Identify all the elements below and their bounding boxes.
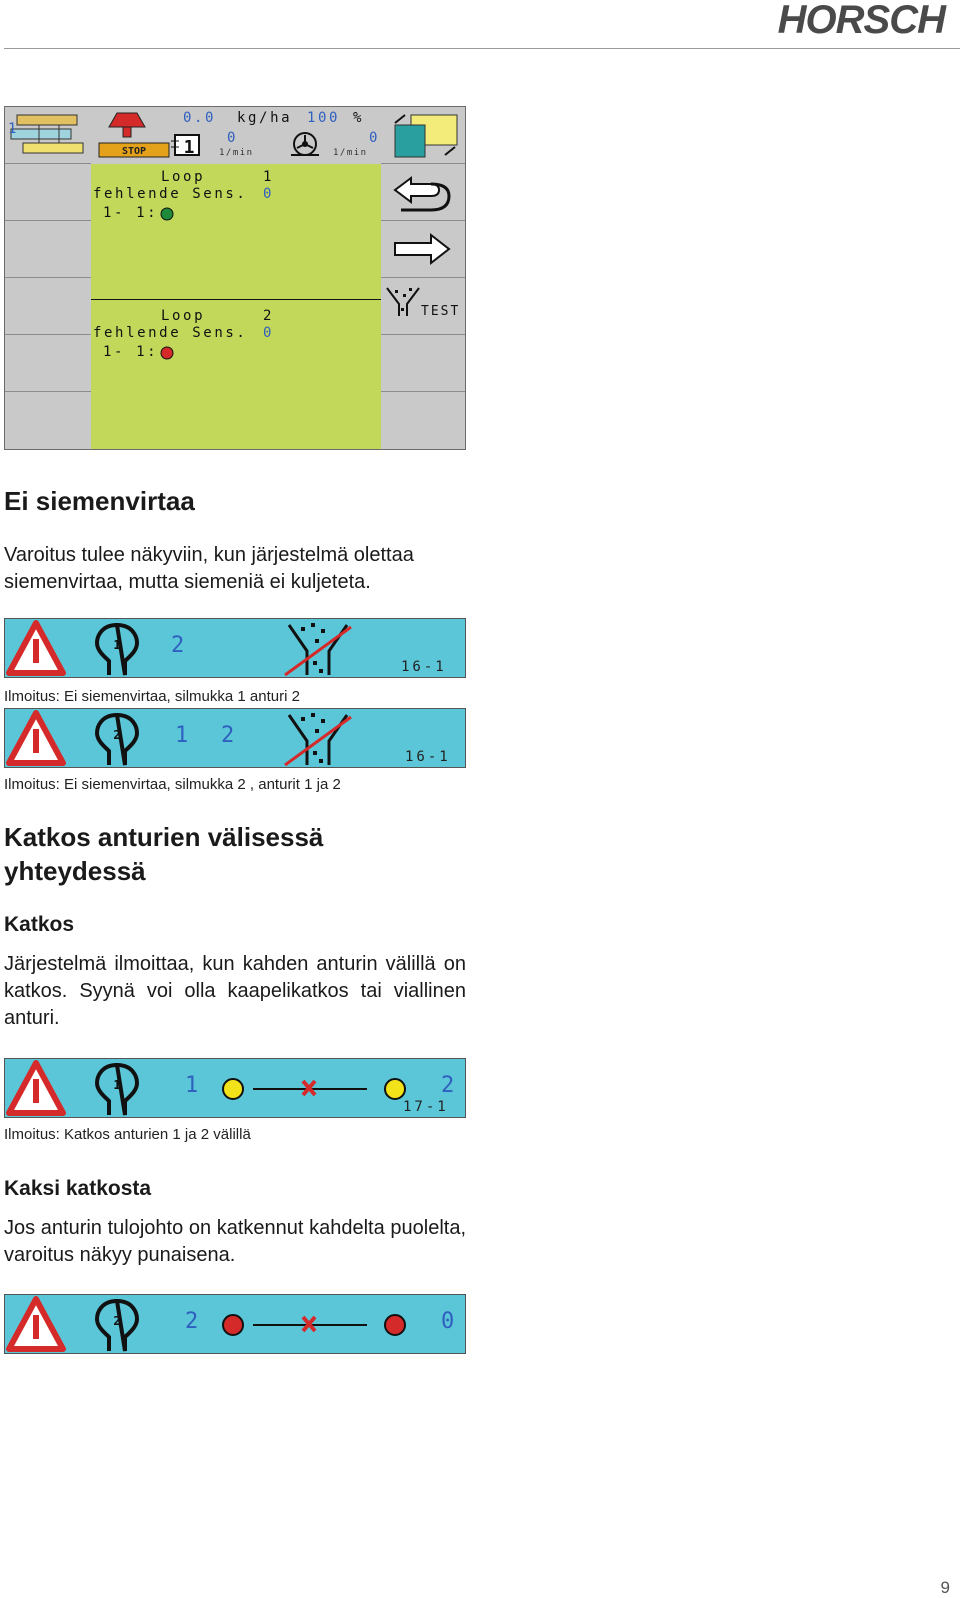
section-control-icon (9, 111, 87, 159)
speed-value-2: 0 (369, 130, 381, 146)
percent-sign: % (353, 110, 365, 126)
loop1-status-dot (159, 206, 175, 222)
page-number: 9 (940, 1578, 950, 1597)
loop-sensor-icon (93, 1061, 141, 1117)
left-softkey-4[interactable] (5, 278, 91, 335)
horsch-logo-text: HORSCH (777, 0, 945, 40)
loop-sensor-icon (93, 621, 141, 677)
right-sensor-number: 2 (441, 1073, 455, 1098)
fan-icon (287, 129, 323, 159)
warning-triangle-icon (5, 1059, 67, 1117)
alert-code: 16-1 (405, 749, 451, 765)
caption-alert-3: Ilmoitus: Katkos anturien 1 ja 2 välillä (4, 1126, 251, 1143)
loop-number: 1 (113, 1078, 121, 1092)
no-seed-flow-icon (281, 711, 355, 767)
speed-unit-1: 1/min (219, 148, 254, 158)
forward-arrow-icon (391, 231, 455, 267)
loop-number: 2 (113, 728, 121, 742)
section2-body-2: Jos anturin tulojohto on katkennut kahdelta puolelta, varoitus näkyy punaisena. (4, 1217, 466, 1266)
alert-code: 16-1 (401, 659, 447, 675)
warning-triangle-icon (5, 619, 67, 677)
section1-body: Varoitus tulee näkyviin, kun järjestelmä olettaa siemenvirtaa, mutta siemeniä ei kuljeteta. (4, 544, 414, 593)
no-seed-flow-icon (281, 621, 355, 677)
sensor-number-b: 2 (221, 723, 235, 748)
screen-switch-icon (387, 111, 461, 159)
return-arrow-icon (391, 170, 455, 214)
seed-flow-icon (383, 284, 423, 320)
loop1-range: 1- 1: (103, 205, 159, 221)
loop-sensor-icon (93, 1297, 141, 1353)
status-header (8, 107, 381, 164)
right-softkey-5[interactable] (381, 335, 465, 392)
speed-unit-2: 1/min (333, 148, 368, 158)
alert-code: 17-1 (403, 1099, 449, 1115)
sensor-number: 2 (171, 633, 185, 658)
section2-body-1: Järjestelmä ilmoittaa, kun kahden anturin välillä on katkos. Syynä voi olla kaapelikatkos tai viallinen anturi. (4, 953, 466, 1029)
test-button[interactable] (381, 278, 465, 335)
hopper-stop-icon (95, 109, 175, 161)
sensor-number-a: 1 (175, 723, 189, 748)
loop-sensor-icon (93, 711, 141, 767)
terminal-screen (4, 106, 466, 450)
loop2-missing-label: fehlende Sens. (93, 325, 248, 341)
caption-alert-1: Ilmoitus: Ei siemenvirtaa, silmukka 1 anturi 2 (4, 688, 300, 705)
subtitle-break: Katkos (4, 913, 75, 936)
loop2-range: 1- 1: (103, 344, 159, 360)
left-softkey-5[interactable] (5, 335, 91, 392)
alert-bar-no-seed-flow-1 (4, 618, 466, 678)
loop2-missing-count: 0 (263, 325, 275, 341)
loop2-status-dot (159, 345, 175, 361)
row-index: 1 (8, 121, 20, 137)
warning-triangle-icon (5, 709, 67, 767)
stop-label: STOP (121, 146, 147, 157)
alert-bar-two-breaks (4, 1294, 466, 1354)
section-title-break-line1: Katkos anturien välisessä (4, 822, 324, 852)
next-button[interactable] (381, 221, 465, 278)
rate-unit: kg/ha (237, 110, 293, 126)
alert-bar-sensor-break (4, 1058, 466, 1118)
loop2-number: 2 (263, 308, 275, 324)
alert-bar-no-seed-flow-2 (4, 708, 466, 768)
bin-number: 1 (183, 137, 195, 158)
loop2-label: Loop (161, 308, 206, 324)
left-sensor-number: 2 (185, 1309, 199, 1334)
percent-value: 100 (307, 110, 341, 126)
loop1-missing-count: 0 (263, 186, 275, 202)
right-softkey-1[interactable] (381, 107, 465, 164)
broken-link-icon (215, 1307, 415, 1343)
bin-icon (169, 131, 211, 161)
subtitle-two-breaks: Kaksi katkosta (4, 1177, 152, 1200)
horsch-logo (740, 0, 950, 40)
section-title-break-line2: yhteydessä (4, 856, 146, 886)
header-divider (4, 48, 960, 49)
warning-triangle-icon (5, 1295, 67, 1353)
return-button[interactable] (381, 164, 465, 221)
left-softkey-6[interactable] (5, 392, 91, 449)
right-softkey-6[interactable] (381, 392, 465, 449)
rate-value: 0.0 (183, 110, 217, 126)
right-sensor-number: 0 (441, 1309, 455, 1334)
left-softkey-2[interactable] (5, 164, 91, 221)
broken-link-icon (215, 1071, 415, 1107)
loop-number: 2 (113, 1314, 121, 1328)
left-sensor-number: 1 (185, 1073, 199, 1098)
panel-divider (91, 299, 381, 300)
left-softkey-3[interactable] (5, 221, 91, 278)
section-title-no-seed-flow: Ei siemenvirtaa (4, 486, 195, 516)
caption-alert-2: Ilmoitus: Ei siemenvirtaa, silmukka 2 , anturit 1 ja 2 (4, 776, 341, 793)
speed-value-1: 0 (227, 130, 239, 146)
loop1-missing-label: fehlende Sens. (93, 186, 248, 202)
loop1-label: Loop (161, 169, 206, 185)
loop-status-panel (91, 164, 381, 449)
loop1-number: 1 (263, 169, 275, 185)
loop-number: 1 (113, 638, 121, 652)
test-label: TEST (421, 304, 461, 319)
